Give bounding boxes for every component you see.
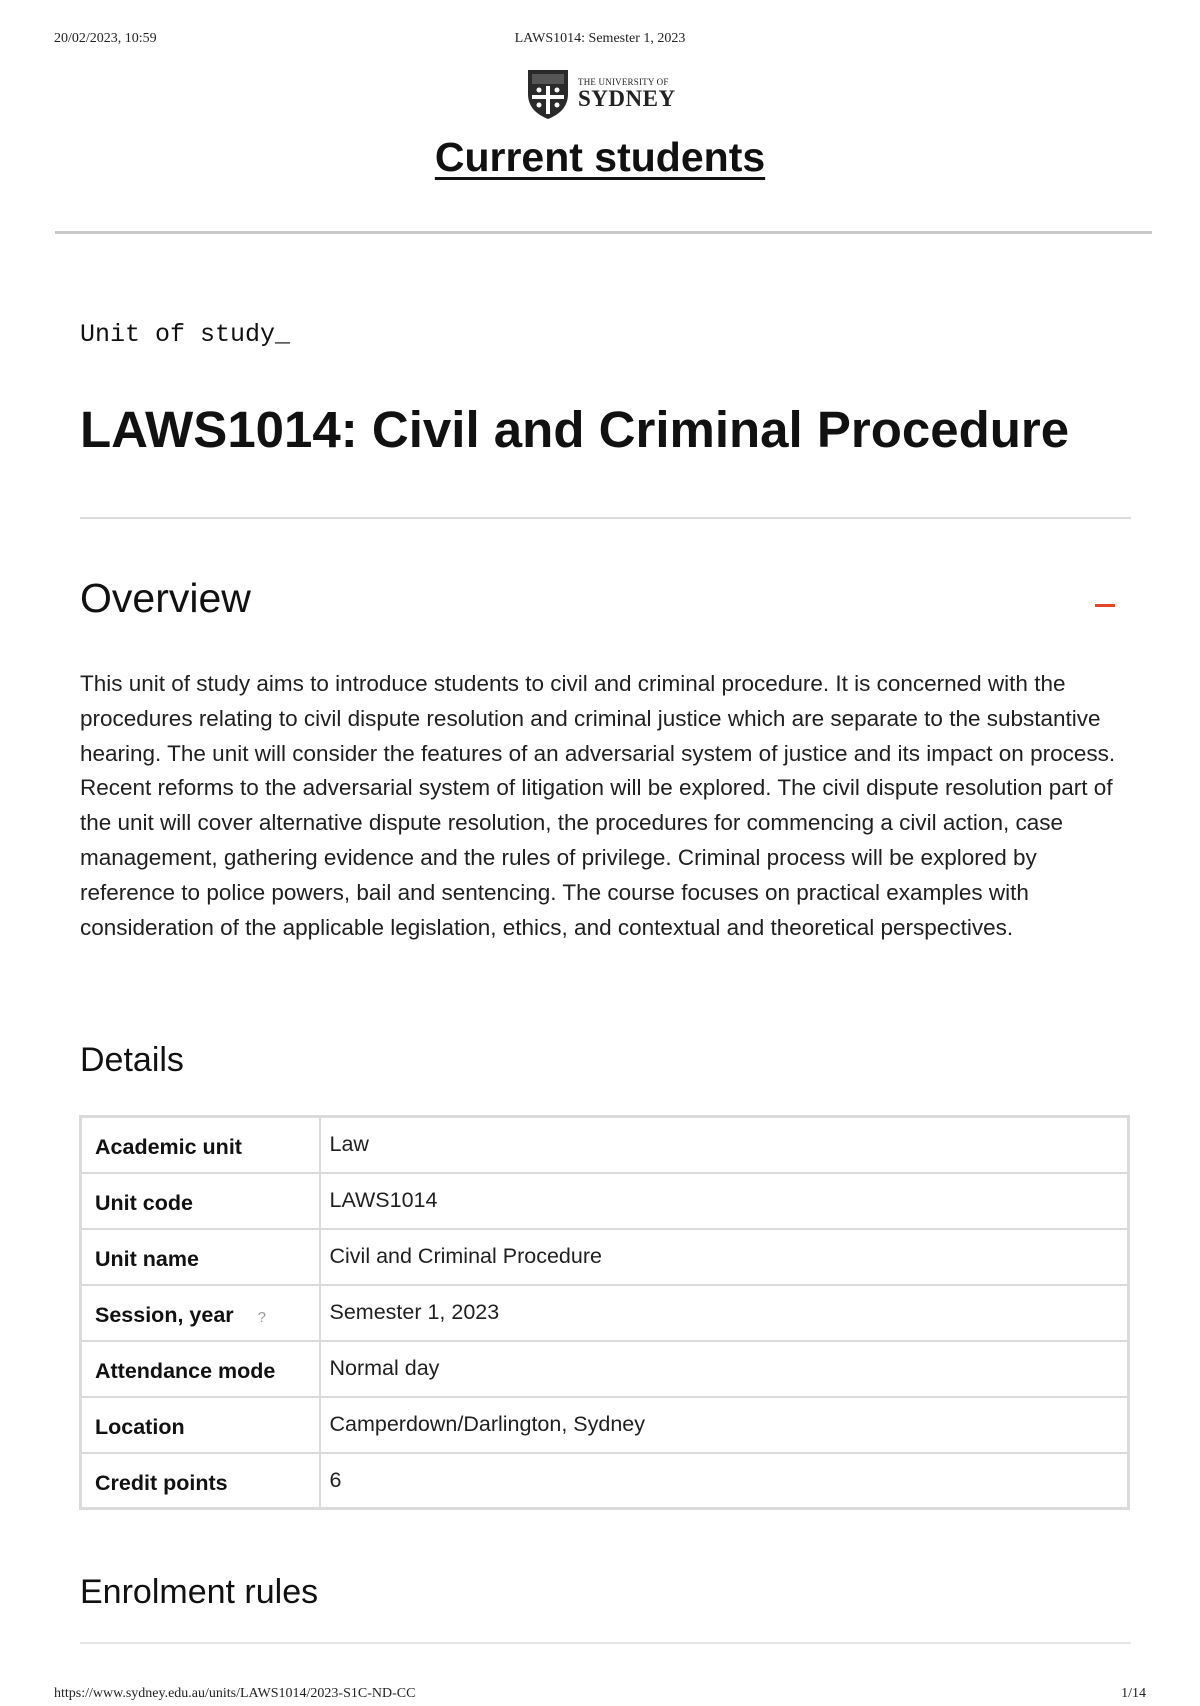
header-divider <box>55 231 1152 234</box>
row-label-session <box>81 1285 320 1341</box>
overview-collapse-button[interactable] <box>1093 588 1117 612</box>
row-label: Unit code <box>81 1173 320 1229</box>
logo-large-text: SYDNEY <box>578 86 676 111</box>
enrolment-rules-heading: Enrolment rules <box>80 1573 319 1611</box>
row-label: Attendance mode <box>81 1341 320 1397</box>
print-doc-title: LAWS1014: Semester 1, 2023 <box>514 31 686 46</box>
print-footer <box>54 1686 1146 1706</box>
row-value: Civil and Criminal Procedure <box>320 1229 1129 1285</box>
table-row <box>81 1229 1129 1285</box>
logo-small-text: THE UNIVERSITY OF <box>578 77 669 87</box>
logo-wordmark <box>578 78 676 110</box>
print-url[interactable]: https://www.sydney.edu.au/units/LAWS1014/2023-S1C-ND-CC <box>54 1686 416 1701</box>
row-label: Academic unit <box>81 1117 320 1173</box>
row-label: Unit name <box>81 1229 320 1285</box>
site-title <box>0 134 1200 181</box>
row-value: Camperdown/Darlington, Sydney <box>320 1397 1129 1453</box>
overview-text: This unit of study aims to introduce students to civil and criminal procedure. It is concerned with the procedures relating to civil dispute resolution and criminal justice which are separate to the substantive hearing. The unit will consider the features of an adversarial system of justice and its impact on process. Recent reforms to the adversarial system of litigation will be explored. The civil dispute resolution part of the unit will cover alternative dispute resolution, the procedures for commencing a civil action, case management, gathering evidence and the rules of privilege. Criminal process will be explored by reference to police powers, bail and sentencing. The course focuses on practical examples with consideration of the applicable legislation, ethics, and contextual and theoretical perspectives. <box>80 671 1116 940</box>
details-table <box>79 1115 1130 1510</box>
page-title: LAWS1014: Civil and Criminal Procedure <box>80 401 1070 458</box>
row-value: Semester 1, 2023 <box>320 1285 1129 1341</box>
table-row <box>81 1117 1129 1173</box>
row-label-text: Session, year <box>95 1302 234 1327</box>
table-row <box>81 1285 1129 1341</box>
enrolment-divider <box>80 1642 1131 1644</box>
crest-icon <box>526 68 570 120</box>
eyebrow-label: Unit of study_ <box>80 320 291 349</box>
help-icon[interactable]: ? <box>257 1308 266 1326</box>
table-row <box>81 1453 1129 1509</box>
table-row <box>81 1341 1129 1397</box>
row-label: Credit points <box>81 1453 320 1509</box>
print-datetime: 20/02/2023, 10:59 <box>54 31 157 46</box>
row-value: 6 <box>320 1453 1129 1509</box>
overview-heading: Overview <box>80 575 251 621</box>
minus-icon <box>1095 604 1115 607</box>
site-title-link[interactable]: Current students <box>434 134 766 180</box>
print-page-number: 1/14 <box>1121 1686 1146 1701</box>
row-label: Location <box>81 1397 320 1453</box>
university-logo[interactable] <box>526 66 686 122</box>
table-row <box>81 1397 1129 1453</box>
row-value: Law <box>320 1117 1129 1173</box>
table-row <box>81 1173 1129 1229</box>
row-value: Normal day <box>320 1341 1129 1397</box>
title-divider <box>80 517 1131 519</box>
details-heading: Details <box>80 1041 184 1079</box>
print-header <box>54 31 1146 51</box>
row-value: LAWS1014 <box>320 1173 1129 1229</box>
